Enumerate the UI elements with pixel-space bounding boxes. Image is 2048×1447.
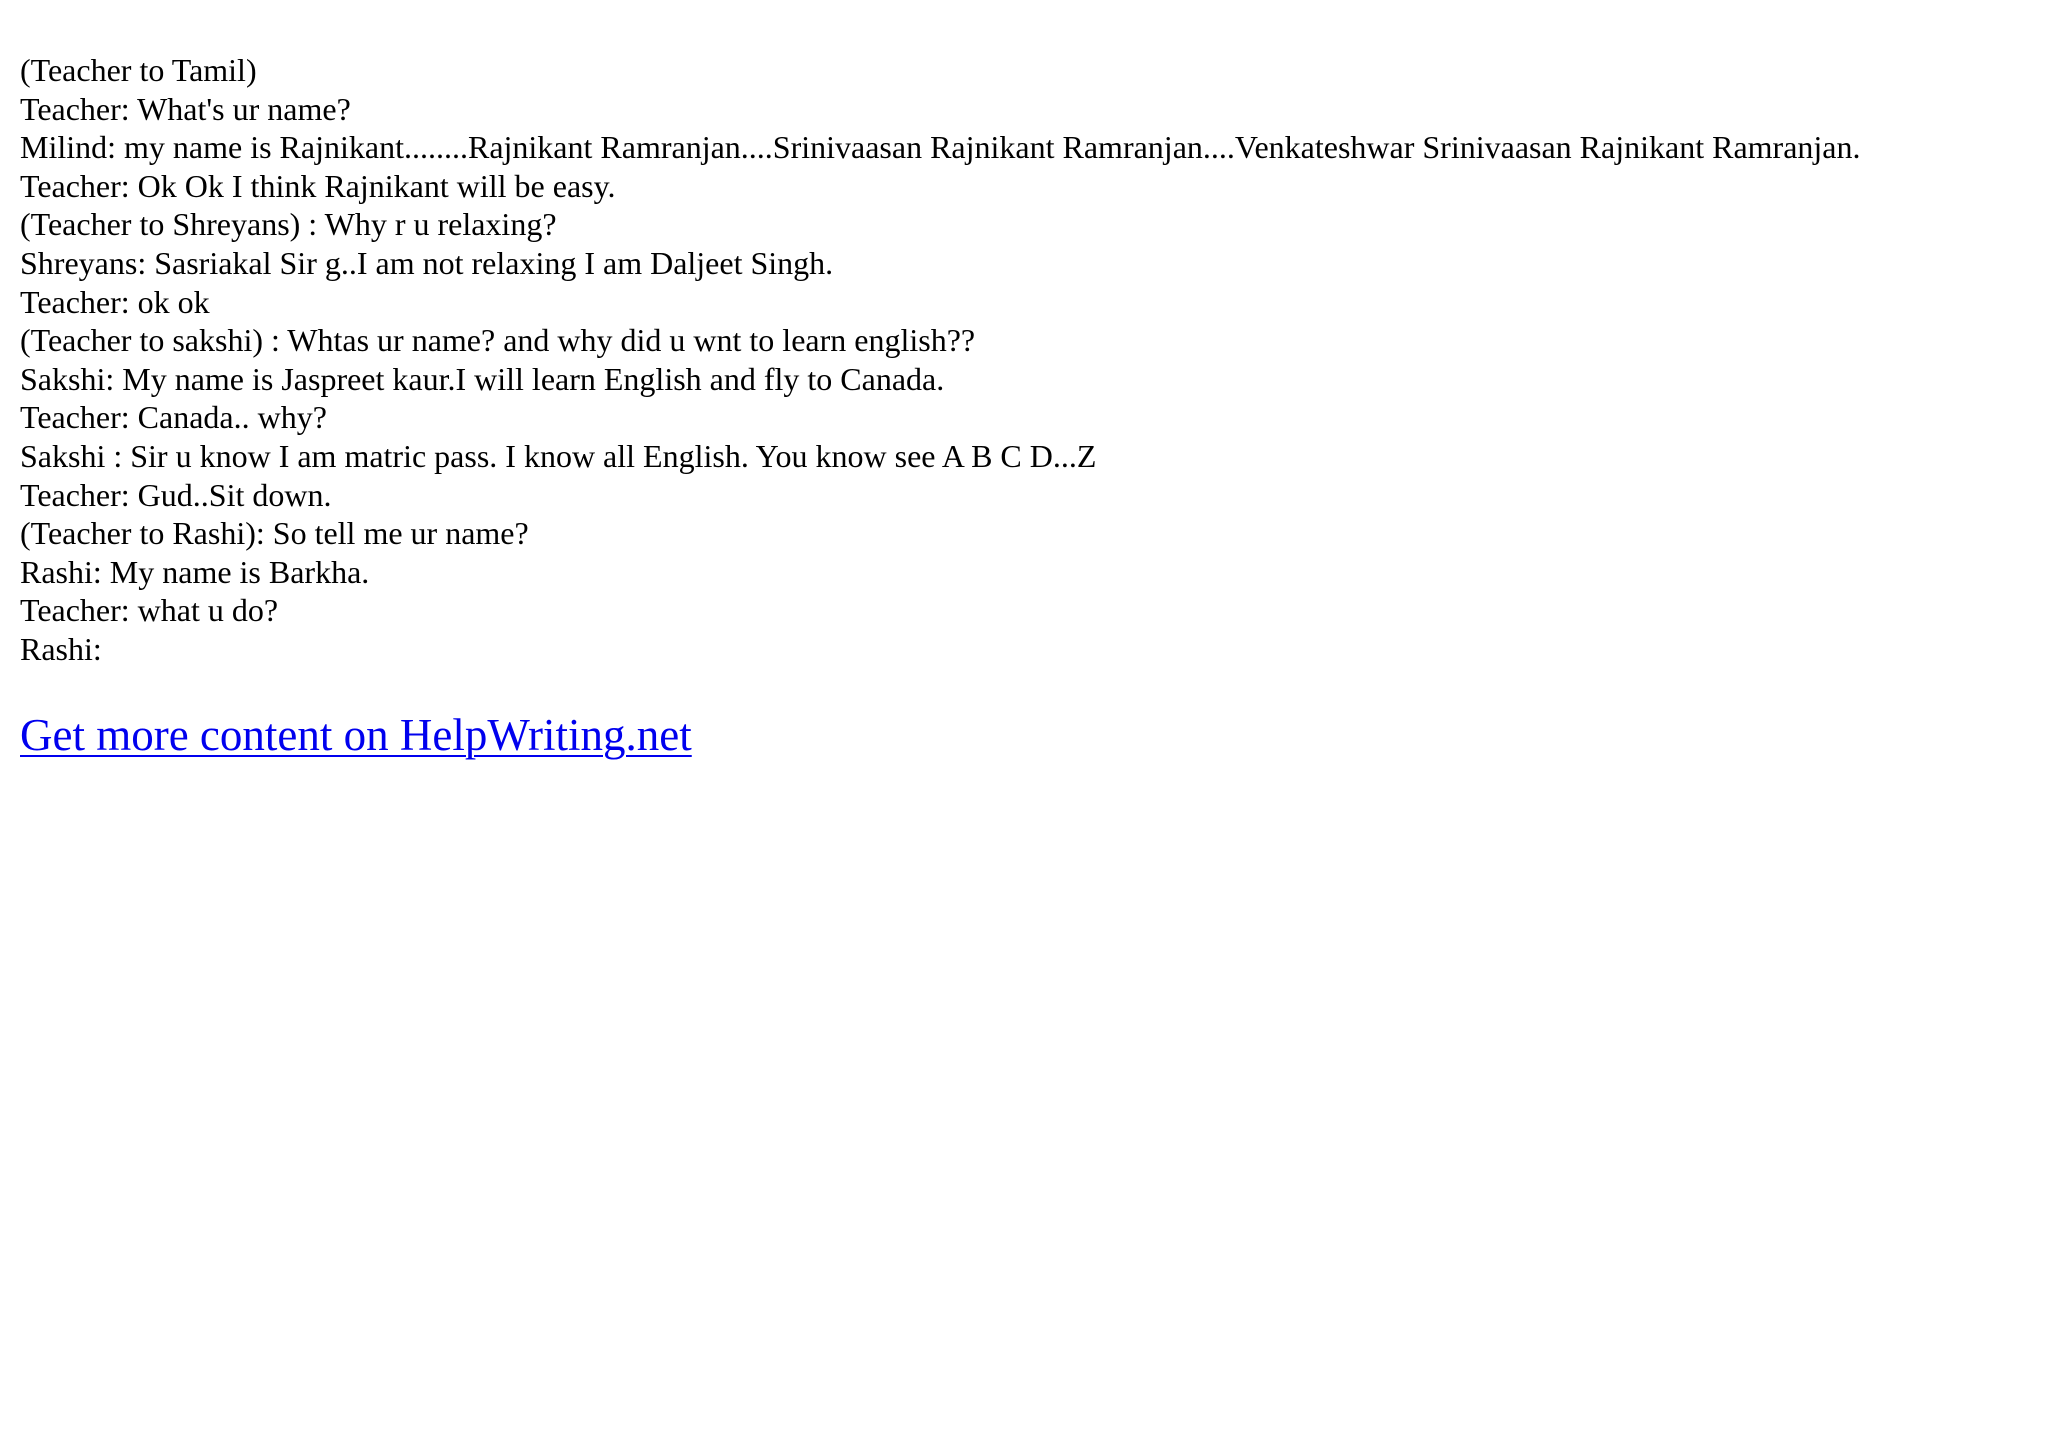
dialogue-line: (Teacher to Rashi): So tell me ur name? <box>20 515 529 552</box>
dialogue-line: Teacher: What's ur name? <box>20 90 351 127</box>
dialogue-line: Teacher: Ok Ok I think Rajnikant will be easy. <box>20 167 616 204</box>
dialogue-line: (Teacher to Shreyans) : Why r u relaxing? <box>20 206 557 243</box>
dialogue-line: Teacher: ok ok <box>20 283 210 320</box>
dialogue-line: (Teacher to sakshi) : Whtas ur name? and why did u wnt to learn english?? <box>20 322 976 359</box>
helpwriting-promo-link[interactable]: Get more content on HelpWriting.net <box>20 710 692 760</box>
dialogue-line: (Teacher to Tamil) <box>20 52 257 88</box>
dialogue-transcript <box>20 51 1860 669</box>
dialogue-line: Rashi: My name is Barkha. <box>20 553 370 590</box>
dialogue-line: Shreyans: Sasriakal Sir g..I am not relaxing I am Daljeet Singh. <box>20 244 834 281</box>
dialogue-line: Teacher: what u do? <box>20 592 279 629</box>
dialogue-line: Sakshi: My name is Jaspreet kaur.I will learn English and fly to Canada. <box>20 360 945 397</box>
dialogue-line: Teacher: Gud..Sit down. <box>20 476 332 513</box>
dialogue-line: Rashi: <box>20 630 102 667</box>
dialogue-line: Teacher: Canada.. why? <box>20 399 327 436</box>
dialogue-line: Milind: my name is Rajnikant........Rajnikant Ramranjan....Srinivaasan Rajnikant Ramranjan....Venkateshwar Srinivaasan Rajnikant Ramranjan. <box>20 129 1861 166</box>
dialogue-line: Sakshi : Sir u know I am matric pass. I know all English. You know see A B C D...Z <box>20 437 1097 474</box>
